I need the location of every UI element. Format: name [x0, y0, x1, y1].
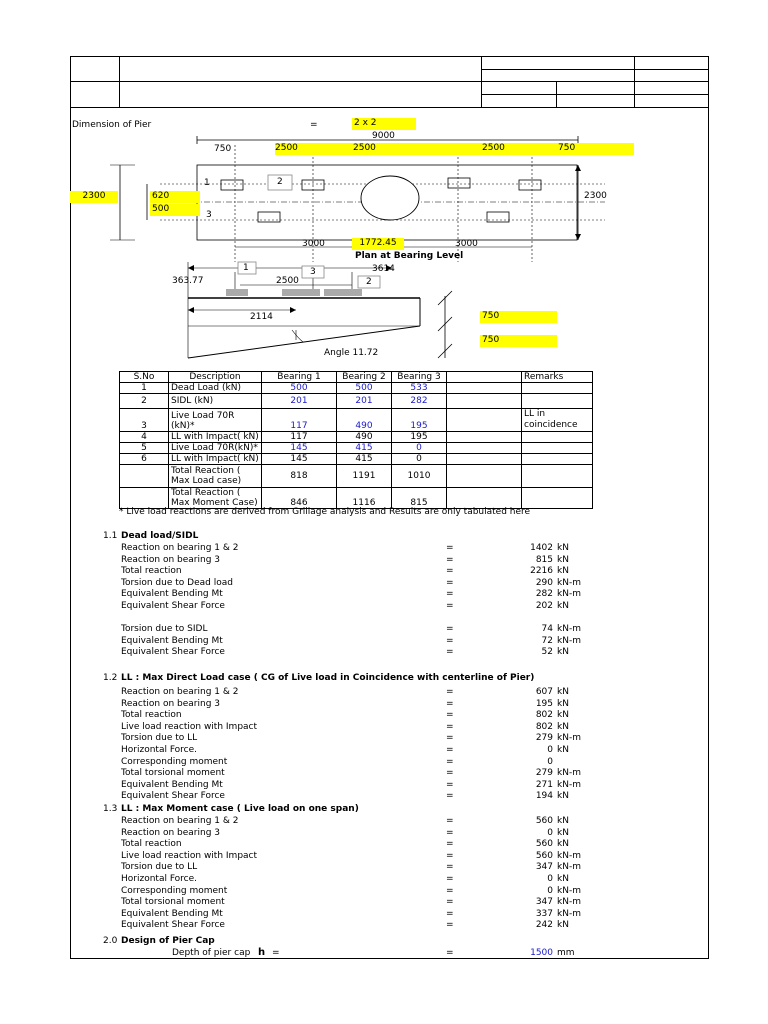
calc-label: Total reaction [121, 710, 182, 720]
calc-equals: = [446, 578, 454, 588]
depth-value: 1500 [530, 948, 553, 958]
table-row [120, 409, 593, 432]
calc-equals: = [446, 909, 454, 919]
calc-unit: kN-m [557, 886, 581, 896]
cell-sno: 5 [120, 443, 169, 454]
calc-unit: kN [557, 647, 569, 657]
cell-b1: 818 [262, 465, 337, 488]
cell-b3: 195 [392, 432, 447, 443]
header-bearing-2: Bearing 2 [337, 372, 392, 383]
elev-label-2: 2 [366, 277, 372, 287]
cell-b1: 145 [262, 454, 337, 465]
cell-blank [447, 454, 522, 465]
cell-b3: 815 [392, 488, 447, 509]
calc-unit: kN-m [557, 851, 581, 861]
cell-desc: Total Reaction ( Max Load case) [169, 465, 262, 488]
cell-b3: 0 [392, 454, 447, 465]
calc-equals: = [446, 768, 454, 778]
calc-unit: kN [557, 710, 569, 720]
calc-unit: kN-m [557, 578, 581, 588]
cell-desc: LL with Impact( kN) [169, 432, 262, 443]
calc-label: Horizontal Force. [121, 745, 198, 755]
calc-unit: kN [557, 687, 569, 697]
bearing-label-3: 3 [206, 210, 212, 220]
calc-label: Total reaction [121, 566, 182, 576]
cell-remarks [522, 443, 593, 454]
header-sno: S.No [120, 372, 169, 383]
calc-unit: kN-m [557, 909, 581, 919]
calc-value: 560 [535, 816, 553, 826]
dim-bottom-3: 3000 [455, 239, 478, 249]
cell-sno: 1 [120, 383, 169, 394]
cell-b1: 145 [262, 443, 337, 454]
cell-blank [447, 394, 522, 409]
calc-unit: kN [557, 920, 569, 930]
calc-value: 0 [547, 757, 553, 767]
calc-value: 815 [535, 555, 553, 565]
cell-b1: 117 [262, 432, 337, 443]
cell-sno: 3 [120, 409, 169, 432]
bearing-table [119, 371, 593, 509]
calc-label: Reaction on bearing 1 & 2 [121, 543, 239, 553]
calc-unit: kN-m [557, 897, 581, 907]
calc-equals: = [446, 699, 454, 709]
dim-3614: 3614 [372, 264, 395, 274]
calc-equals: = [446, 647, 454, 657]
calc-unit: kN-m [557, 780, 581, 790]
cell-remarks [522, 488, 593, 509]
section-title: Dead load/SIDL [121, 531, 199, 541]
calc-value: 271 [535, 780, 553, 790]
calc-unit: kN-m [557, 636, 581, 646]
calc-value: 279 [535, 733, 553, 743]
calc-value: 282 [535, 589, 553, 599]
cell-b2: 490 [337, 432, 392, 443]
left-upper-dim: 620 [150, 191, 200, 203]
calc-equals: = [446, 828, 454, 838]
left-lower-dim: 500 [150, 204, 200, 216]
calc-equals: = [446, 543, 454, 553]
left-total-dim: 2300 [70, 191, 118, 203]
cell-sno [120, 465, 169, 488]
calc-value: 279 [535, 768, 553, 778]
calc-unit: kN-m [557, 624, 581, 634]
cell-blank [447, 443, 522, 454]
calc-label: Corresponding moment [121, 886, 228, 896]
calc-equals: = [446, 816, 454, 826]
calc-label: Torsion due to LL [121, 733, 198, 743]
design-number: 2.0 [103, 936, 118, 946]
calc-label: Horizontal Force. [121, 874, 198, 884]
cell-b2: 415 [337, 443, 392, 454]
bearing-label-2: 2 [277, 177, 283, 187]
calc-equals: = [446, 636, 454, 646]
cell-desc: Live Load 70R (kN)* [169, 409, 262, 432]
cell-b3: 282 [392, 394, 447, 409]
calc-label: Reaction on bearing 3 [121, 699, 220, 709]
cell-remarks [522, 465, 593, 488]
calc-value: 2216 [530, 566, 553, 576]
header-description: Description [169, 372, 262, 383]
calc-label: Live load reaction with Impact [121, 851, 258, 861]
cell-remarks [522, 432, 593, 443]
cell-desc: Dead Load (kN) [169, 383, 262, 394]
cell-b3: 1010 [392, 465, 447, 488]
cell-blank [447, 488, 522, 509]
angle-label: Angle 11.72 [324, 348, 379, 358]
calc-unit: kN-m [557, 862, 581, 872]
calc-unit: kN [557, 601, 569, 611]
calc-value: 0 [547, 874, 553, 884]
cell-b2: 1191 [337, 465, 392, 488]
table-row [120, 394, 593, 409]
bearing-label-1: 1 [204, 178, 210, 188]
calc-equals: = [446, 745, 454, 755]
depth-top: 750 [480, 311, 557, 323]
calc-value: 1402 [530, 543, 553, 553]
cell-blank [447, 465, 522, 488]
calc-unit: kN [557, 874, 569, 884]
calc-label: Reaction on bearing 3 [121, 555, 220, 565]
calc-unit: kN-m [557, 589, 581, 599]
calc-equals: = [446, 874, 454, 884]
dim-bottom-1: 3000 [302, 239, 325, 249]
plan-title: Plan at Bearing Level [355, 251, 464, 261]
cell-b3: 533 [392, 383, 447, 394]
calc-equals: = [446, 862, 454, 872]
calc-value: 337 [535, 909, 553, 919]
calc-equals: = [446, 780, 454, 790]
calc-value: 194 [535, 791, 553, 801]
cell-b1: 117 [262, 409, 337, 432]
calc-value: 347 [535, 897, 553, 907]
cell-remarks [522, 454, 593, 465]
calc-equals: = [446, 886, 454, 896]
dim-top-3: 2500 [313, 143, 458, 155]
calc-equals: = [446, 757, 454, 767]
calc-label: Reaction on bearing 1 & 2 [121, 816, 239, 826]
cell-desc: SIDL (kN) [169, 394, 262, 409]
header-remarks: Remarks [522, 372, 593, 383]
calc-label: Reaction on bearing 3 [121, 828, 220, 838]
calc-equals: = [446, 920, 454, 930]
calc-label: Equivalent Bending Mt [121, 780, 223, 790]
design-equals: = [446, 948, 454, 958]
cell-b1: 846 [262, 488, 337, 509]
depth-label: Depth of pier cap [172, 948, 251, 958]
calc-value: 802 [535, 722, 553, 732]
calc-label: Total reaction [121, 839, 182, 849]
calc-unit: kN [557, 543, 569, 553]
calc-label: Equivalent Bending Mt [121, 589, 223, 599]
dim-363: 363.77 [172, 276, 204, 286]
calc-label: Reaction on bearing 1 & 2 [121, 687, 239, 697]
calc-unit: kN [557, 566, 569, 576]
depth-eq: = [272, 948, 280, 958]
cell-b3: 195 [392, 409, 447, 432]
depth-unit: mm [557, 948, 575, 958]
calc-equals: = [446, 722, 454, 732]
calc-equals: = [446, 601, 454, 611]
calc-equals: = [446, 733, 454, 743]
cell-sno: 2 [120, 394, 169, 409]
cell-desc: Total Reaction ( Max Moment Case) [169, 488, 262, 509]
cell-desc: Live Load 70R(kN)* [169, 443, 262, 454]
calc-label: Equivalent Shear Force [121, 647, 225, 657]
table-row [120, 488, 593, 509]
cell-remarks [522, 383, 593, 394]
dim-bottom-2: 1772.45 [352, 238, 404, 250]
calc-value: 802 [535, 710, 553, 720]
cell-b1: 500 [262, 383, 337, 394]
calc-value: 560 [535, 851, 553, 861]
calc-unit: kN [557, 555, 569, 565]
cell-b2: 201 [337, 394, 392, 409]
calc-label: Equivalent Shear Force [121, 601, 225, 611]
calc-equals: = [446, 624, 454, 634]
calc-label: Torsion due to SIDL [121, 624, 208, 634]
calc-equals: = [446, 555, 454, 565]
calc-unit: kN [557, 745, 569, 755]
calc-equals: = [446, 839, 454, 849]
table-header-row [120, 372, 593, 383]
cell-remarks [522, 394, 593, 409]
calc-value: 607 [535, 687, 553, 697]
dim-2500: 2500 [276, 276, 299, 286]
calc-value: 347 [535, 862, 553, 872]
calc-unit: kN [557, 791, 569, 801]
calc-label: Equivalent Shear Force [121, 920, 225, 930]
dim-top-5: 750 [532, 143, 634, 155]
overall-width: 9000 [372, 131, 395, 141]
calc-value: 0 [547, 886, 553, 896]
depth-bottom: 750 [480, 335, 557, 347]
calc-label: Live load reaction with Impact [121, 722, 258, 732]
calc-equals: = [446, 897, 454, 907]
calc-unit: kN [557, 722, 569, 732]
calc-label: Torsion due to LL [121, 862, 198, 872]
calc-equals: = [446, 687, 454, 697]
calc-unit: kN [557, 839, 569, 849]
design-title: Design of Pier Cap [121, 936, 215, 946]
calc-value: 52 [541, 647, 553, 657]
calc-label: Equivalent Shear Force [121, 791, 225, 801]
cell-sno [120, 488, 169, 509]
dim-2114: 2114 [250, 312, 273, 322]
calc-label: Total torsional moment [121, 768, 225, 778]
elev-label-3: 3 [310, 267, 316, 277]
section-number: 1.2 [103, 673, 118, 683]
cell-blank [447, 432, 522, 443]
calc-value: 74 [541, 624, 553, 634]
calc-value: 290 [535, 578, 553, 588]
dim-top-2: 2500 [275, 143, 313, 155]
calc-equals: = [446, 589, 454, 599]
calc-value: 72 [541, 636, 553, 646]
calc-unit: kN [557, 828, 569, 838]
dim-top-4: 2500 [458, 143, 532, 155]
table-row [120, 465, 593, 488]
section-title: LL : Max Moment case ( Live load on one span) [121, 804, 359, 814]
calc-unit: kN-m [557, 768, 581, 778]
cell-blank [447, 409, 522, 432]
table-row [120, 443, 593, 454]
cell-desc: LL with Impact( kN) [169, 454, 262, 465]
calc-equals: = [446, 710, 454, 720]
cell-b2: 490 [337, 409, 392, 432]
table-footnote: * Live load reactions are derived from Grillage analysis and Results are only tabulated here [119, 507, 531, 517]
calc-label: Equivalent Bending Mt [121, 636, 223, 646]
calc-value: 202 [535, 601, 553, 611]
table-row [120, 432, 593, 443]
dimension-value: 2 x 2 [352, 118, 416, 130]
dimension-label: Dimension of Pier [72, 120, 152, 130]
depth-symbol: h [258, 947, 266, 958]
cell-b3: 0 [392, 443, 447, 454]
section-title: LL : Max Direct Load case ( CG of Live load in Coincidence with centerline of Pier) [121, 673, 535, 683]
calc-value: 560 [535, 839, 553, 849]
calc-value: 242 [535, 920, 553, 930]
calc-value: 0 [547, 745, 553, 755]
dimension-equals: = [310, 120, 318, 130]
calc-label: Torsion due to Dead load [121, 578, 233, 588]
cell-sno: 4 [120, 432, 169, 443]
calc-equals: = [446, 791, 454, 801]
section-number: 1.1 [103, 531, 118, 541]
header-bearing-3: Bearing 3 [392, 372, 447, 383]
elev-label-1: 1 [243, 263, 249, 273]
section-number: 1.3 [103, 804, 118, 814]
cell-remarks: LL in coincidence [522, 409, 593, 432]
plan-drawing [0, 0, 768, 380]
table-row [120, 383, 593, 394]
calc-unit: kN [557, 816, 569, 826]
calc-label: Corresponding moment [121, 757, 228, 767]
cell-blank [447, 383, 522, 394]
calc-value: 0 [547, 828, 553, 838]
right-total-dim: 2300 [584, 191, 607, 201]
calc-unit: kN [557, 699, 569, 709]
calc-label: Total torsional moment [121, 897, 225, 907]
cell-b2: 415 [337, 454, 392, 465]
cell-sno: 6 [120, 454, 169, 465]
calc-label: Equivalent Bending Mt [121, 909, 223, 919]
calc-equals: = [446, 566, 454, 576]
cell-b2: 500 [337, 383, 392, 394]
table-row [120, 454, 593, 465]
header-bearing-1: Bearing 1 [262, 372, 337, 383]
header-blank [447, 372, 522, 383]
calc-unit: kN-m [557, 733, 581, 743]
dim-top-1: 750 [214, 144, 232, 154]
calc-value: 195 [535, 699, 553, 709]
calc-equals: = [446, 851, 454, 861]
cell-b2: 1116 [337, 488, 392, 509]
cell-b1: 201 [262, 394, 337, 409]
